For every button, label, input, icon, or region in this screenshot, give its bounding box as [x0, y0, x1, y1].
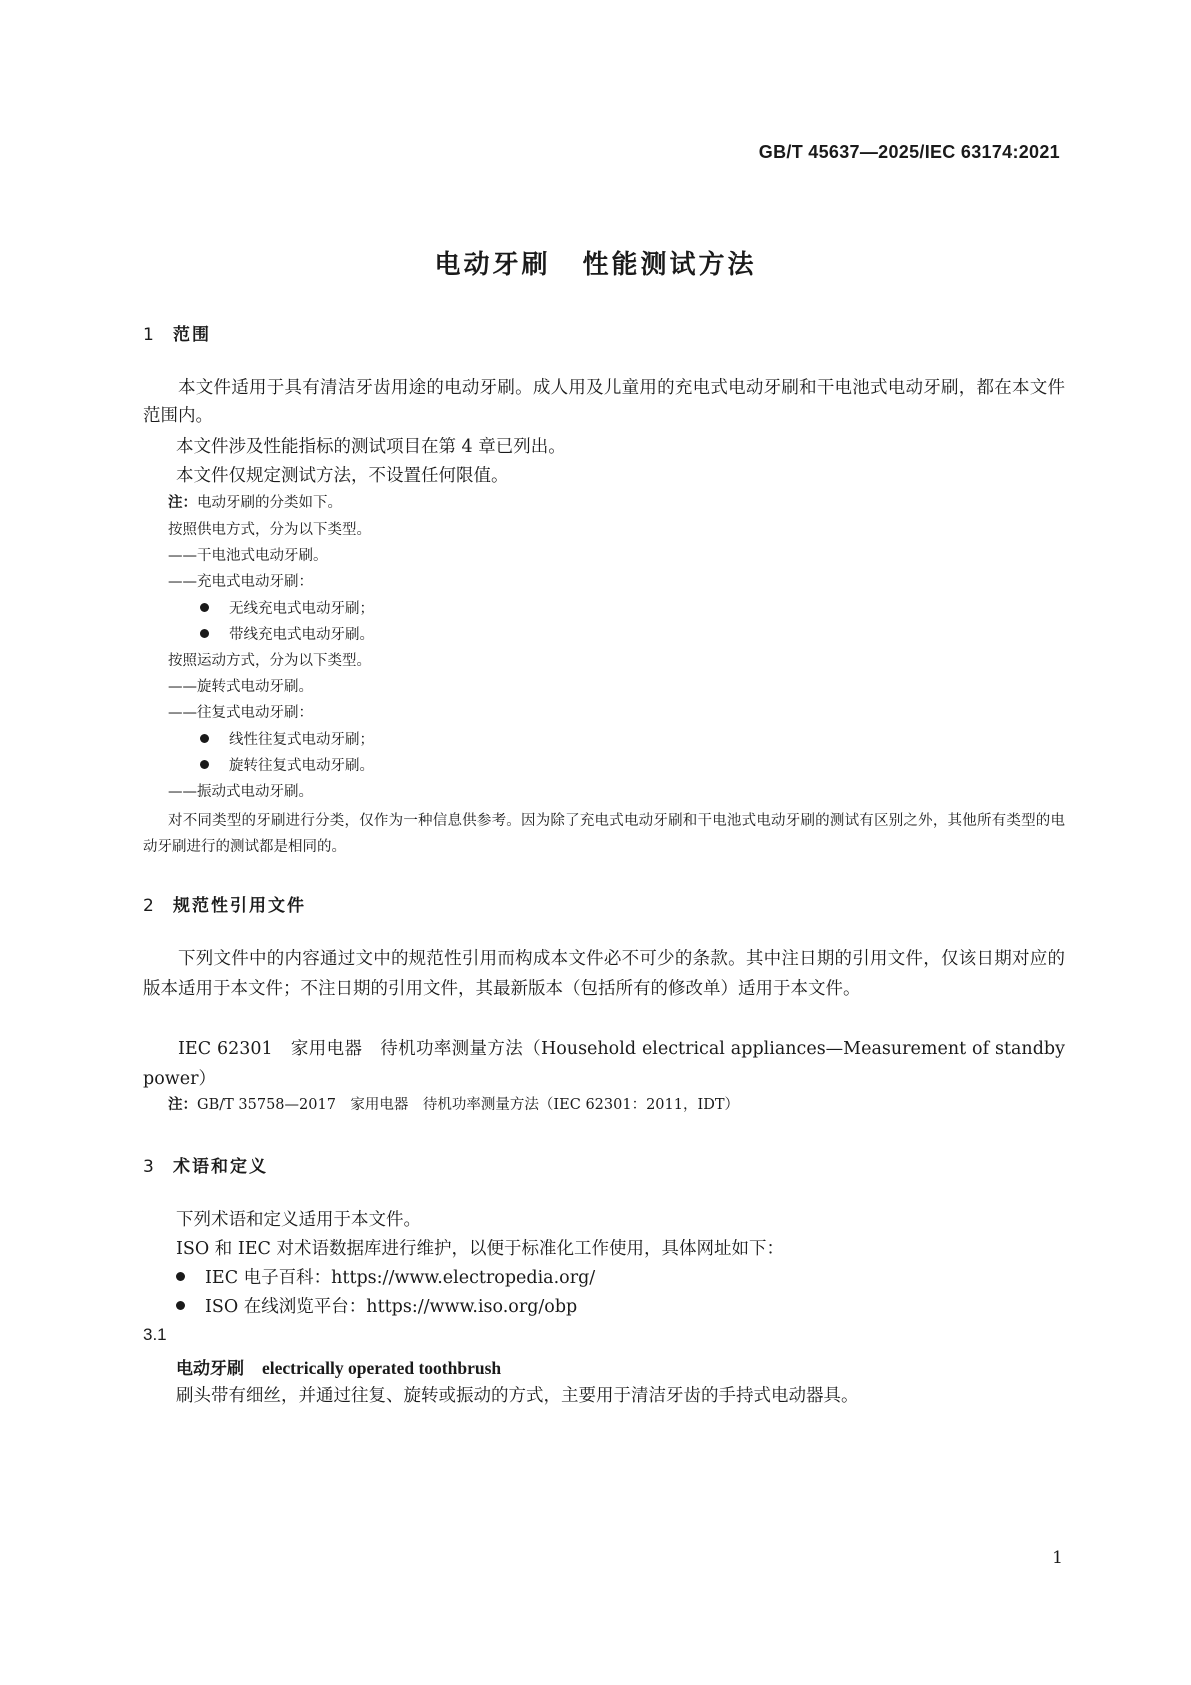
section-1-para-3: 本文件仅规定测试方法，不设置任何限值。 — [176, 466, 509, 486]
term-zh: 电动牙刷 — [176, 1359, 244, 1379]
note-sub-item — [200, 756, 374, 776]
section-number: 2 — [143, 896, 154, 916]
section-number: 3 — [143, 1157, 154, 1177]
section-3-para-2: ISO 和 IEC 对术语数据库进行维护，以便于标准化工作使用，具体网址如下： — [176, 1239, 785, 1259]
section-2-heading — [143, 891, 306, 916]
term-en: electrically operated toothbrush — [262, 1358, 502, 1378]
note-sub-item-text: 旋转往复式电动牙刷。 — [229, 758, 374, 774]
section-title: 范围 — [173, 325, 211, 345]
note-sub-item-text: 无线充电式电动牙刷； — [229, 601, 374, 617]
section-1-heading — [143, 320, 211, 345]
term-number: 3.1 — [143, 1325, 167, 1344]
note-line: 按照供电方式，分为以下类型。 — [168, 522, 371, 538]
bullet-icon — [200, 734, 209, 743]
normative-reference: IEC 62301 家用电器 待机功率测量方法（Household electrical appliances—Measurement of standby power） — [143, 1039, 1065, 1089]
section-title: 术语和定义 — [173, 1157, 268, 1177]
note-line: ——旋转式电动牙刷。 — [168, 679, 313, 695]
note-intro-text: 电动牙刷的分类如下。 — [197, 495, 342, 511]
bullet-icon — [200, 603, 209, 612]
bullet-icon — [200, 629, 209, 638]
section-1-para-2: 本文件涉及性能指标的测试项目在第 4 章已列出。 — [176, 437, 566, 457]
note-sub-item-text: 带线充电式电动牙刷。 — [229, 627, 374, 643]
section-title: 规范性引用文件 — [173, 896, 306, 916]
title-part2: 性能测试方法 — [582, 250, 757, 280]
note-text: GB/T 35758—2017 家用电器 待机功率测量方法（IEC 62301：2011，IDT） — [197, 1097, 739, 1113]
section-3-para-1: 下列术语和定义适用于本文件。 — [176, 1210, 421, 1230]
section-2-note — [168, 1095, 739, 1115]
page-number: 1 — [1052, 1548, 1063, 1568]
note-line: ——干电池式电动牙刷。 — [168, 548, 328, 564]
note-sub-item — [200, 599, 374, 619]
section-3-heading — [143, 1152, 268, 1177]
bullet-icon — [200, 760, 209, 769]
document-title — [0, 244, 1191, 281]
title-part1: 电动牙刷 — [434, 250, 551, 280]
note-line: 按照运动方式，分为以下类型。 — [168, 653, 371, 669]
note-sub-item-text: 线性往复式电动牙刷； — [229, 732, 374, 748]
list-item — [176, 1293, 577, 1321]
note-line: ——往复式电动牙刷： — [168, 705, 313, 721]
note-line: ——充电式电动牙刷： — [168, 574, 313, 590]
section-2-para-1: 下列文件中的内容通过文中的规范性引用而构成本文件必不可少的条款。其中注日期的引用文件，仅该日期对应的版本适用于本文件；不注日期的引用文件，其最新版本（包括所有的修改单）适用于本文件。 — [143, 949, 1065, 999]
note-label: 注： — [168, 1097, 197, 1113]
note-closing: 对不同类型的牙刷进行分类，仅作为一种信息供参考。因为除了充电式电动牙刷和干电池式电动牙刷的测试有区别之外，其他所有类型的电动牙刷进行的测试都是相同的。 — [143, 813, 1065, 855]
list-item-text: IEC 电子百科：https://www.electropedia.org/ — [205, 1268, 596, 1288]
list-item — [176, 1264, 595, 1292]
note-intro — [168, 493, 342, 513]
term-definition: 刷头带有细丝，并通过往复、旋转或振动的方式，主要用于清洁牙齿的手持式电动器具。 — [176, 1386, 859, 1406]
note-label: 注： — [168, 495, 197, 511]
standard-number: GB/T 45637—2025/IEC 63174:2021 — [758, 142, 1060, 162]
list-item-text: ISO 在线浏览平台：https://www.iso.org/obp — [205, 1297, 578, 1317]
bullet-icon — [176, 1272, 185, 1281]
note-line: ——振动式电动牙刷。 — [168, 784, 313, 800]
section-number: 1 — [143, 325, 154, 345]
note-sub-item — [200, 730, 374, 750]
bullet-icon — [176, 1301, 185, 1310]
note-sub-item — [200, 625, 374, 645]
section-1-para-1: 本文件适用于具有清洁牙齿用途的电动牙刷。成人用及儿童用的充电式电动牙刷和干电池式电动牙刷，都在本文件范围内。 — [143, 378, 1065, 426]
term-heading — [176, 1354, 501, 1379]
